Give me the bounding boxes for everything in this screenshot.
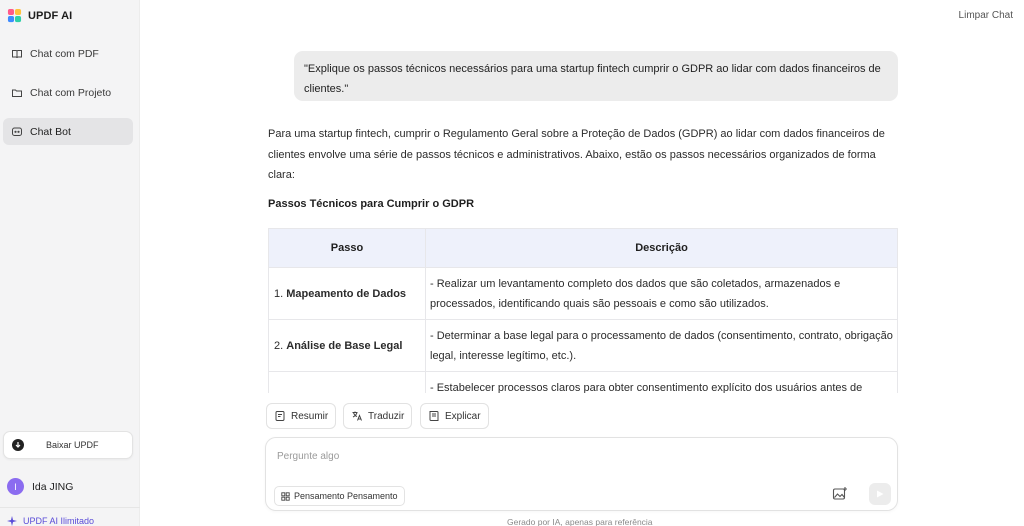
- summarize-label: Resumir: [291, 410, 329, 422]
- explain-label: Explicar: [445, 410, 481, 422]
- grid-icon: [281, 492, 290, 501]
- table-row: [269, 268, 898, 320]
- send-button[interactable]: [869, 483, 891, 505]
- steps-table-container[interactable]: [268, 228, 898, 393]
- step-number: 2.: [274, 339, 284, 352]
- step-name: Análise de Base Legal: [286, 339, 403, 352]
- sidebar-item-label: Chat com Projeto: [30, 86, 112, 99]
- chat-bot-icon: [11, 126, 23, 138]
- user-name: Ida JING: [32, 480, 74, 493]
- prompt-input[interactable]: [277, 447, 817, 465]
- thinking-mode-label: Pensamento Pensamento: [294, 491, 398, 501]
- step-number: 1.: [274, 287, 284, 300]
- updf-logo-icon: [7, 8, 22, 23]
- translate-icon: [351, 410, 363, 422]
- brand: [7, 8, 72, 23]
- table-row: [269, 372, 898, 394]
- download-icon: [12, 439, 24, 451]
- explain-button[interactable]: [420, 403, 489, 429]
- summarize-icon: [274, 410, 286, 422]
- ai-disclaimer: Gerado por IA, apenas para referência: [507, 517, 653, 526]
- table-cell-step: [269, 372, 426, 394]
- brand-title: UPDF AI: [28, 9, 73, 22]
- upgrade-unlimited-link[interactable]: [7, 516, 94, 526]
- summarize-button[interactable]: [266, 403, 336, 429]
- user-message-bubble: "Explique os passos técnicos necessários para uma startup fintech cumprir o GDPR ao lidar com dados financeiros de clientes.": [294, 51, 898, 101]
- user-profile[interactable]: [7, 478, 73, 495]
- book-icon: [11, 48, 23, 60]
- thinking-mode-button[interactable]: [274, 486, 405, 506]
- sidebar-item-chat-bot[interactable]: [3, 118, 133, 145]
- image-upload-icon[interactable]: [832, 486, 848, 502]
- table-row: [269, 320, 898, 372]
- folder-icon: [11, 87, 23, 99]
- send-icon: [875, 489, 885, 499]
- clear-chat-button[interactable]: Limpar Chat: [958, 10, 1013, 21]
- explain-icon: [428, 410, 440, 422]
- table-header-description: Descrição: [426, 229, 898, 268]
- table-header-step: Passo: [269, 229, 426, 268]
- download-updf-button[interactable]: [3, 431, 133, 459]
- sidebar-item-chat-pdf[interactable]: [3, 40, 133, 67]
- sidebar: [0, 0, 140, 526]
- table-cell-description: - Estabelecer processos claros para obter consentimento explícito dos usuários antes de: [426, 372, 898, 394]
- chat-composer: [265, 437, 898, 511]
- table-cell-step: [269, 320, 426, 372]
- translate-button[interactable]: [343, 403, 412, 429]
- step-name: Mapeamento de Dados: [286, 287, 407, 300]
- sidebar-item-label: Chat Bot: [30, 125, 71, 138]
- sidebar-item-chat-project[interactable]: [3, 79, 133, 106]
- table-header-row: [269, 229, 898, 268]
- answer-intro: Para uma startup fintech, cumprir o Regulamento Geral sobre a Proteção de Dados (GDPR) ao lidar com dados financeiros de clientes envolve uma série de passos técnicos e administrativos. Abaixo, estão os passos necessários organizados de forma clara:: [268, 128, 885, 181]
- table-cell-description: - Determinar a base legal para o processamento de dados (consentimento, contrato, obrigação legal, interesse legítimo, etc.).: [426, 320, 898, 372]
- translate-label: Traduzir: [368, 410, 405, 422]
- avatar: I: [7, 478, 24, 495]
- answer-heading: Passos Técnicos para Cumprir o GDPR: [268, 198, 475, 210]
- sparkle-icon: [7, 516, 17, 526]
- upgrade-label: UPDF AI Ilimitado: [23, 516, 95, 526]
- table-cell-description: - Realizar um levantamento completo dos dados que são coletados, armazenados e processados, identificando quais são pessoais e como são utilizados.: [426, 268, 898, 320]
- table-cell-step: [269, 268, 426, 320]
- sidebar-item-label: Chat com PDF: [30, 47, 99, 60]
- steps-table: [268, 228, 898, 393]
- download-label: Baixar UPDF: [46, 440, 99, 450]
- sidebar-divider: [0, 507, 140, 508]
